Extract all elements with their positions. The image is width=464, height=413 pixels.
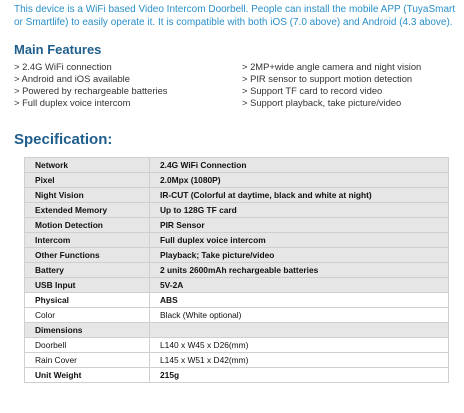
spec-key: Unit Weight: [25, 368, 150, 383]
specification-heading: Specification:: [14, 131, 113, 148]
main-features-heading: Main Features: [14, 42, 102, 57]
spec-value: 215g: [150, 368, 449, 383]
spec-value: Up to 128G TF card: [150, 203, 449, 218]
table-row: [25, 263, 449, 278]
table-row: [25, 353, 449, 368]
spec-key: Dimensions: [25, 323, 150, 338]
spec-key: USB Input: [25, 278, 150, 293]
spec-key: Other Functions: [25, 248, 150, 263]
feature-item: > Support TF card to record video: [242, 85, 383, 96]
spec-value: [150, 323, 449, 338]
feature-item: > PIR sensor to support motion detection: [242, 73, 413, 84]
features-left-column: [14, 61, 167, 109]
table-row: [25, 248, 449, 263]
spec-key: Motion Detection: [25, 218, 150, 233]
spec-value: 2 units 2600mAh rechargeable batteries: [150, 263, 449, 278]
spec-value: 5V-2A: [150, 278, 449, 293]
intro-line: This device is a WiFi based Video Intercom Doorbell. People can install the mobile APP (TuyaSmart: [14, 4, 456, 15]
feature-item: > Full duplex voice intercom: [14, 97, 131, 108]
spec-value: Black (White optional): [150, 308, 449, 323]
table-row: [25, 308, 449, 323]
feature-item: > Android and iOS available: [14, 73, 130, 84]
spec-key: Intercom: [25, 233, 150, 248]
spec-value: PIR Sensor: [150, 218, 449, 233]
spec-value: ABS: [150, 293, 449, 308]
intro-line: or Smartlife) to easily operate it. It is compatible with both iOS (7.0 above) and Android (4.3 above).: [14, 17, 453, 28]
spec-value: L145 x W51 x D42(mm): [150, 353, 449, 368]
spec-key: Physical: [25, 293, 150, 308]
table-row: [25, 203, 449, 218]
spec-value: L140 x W45 x D26(mm): [150, 338, 449, 353]
spec-key: Doorbell: [25, 338, 150, 353]
spec-value: IR-CUT (Colorful at daytime, black and white at night): [150, 188, 449, 203]
spec-value: Playback; Take picture/video: [150, 248, 449, 263]
spec-key: Color: [25, 308, 150, 323]
table-row: [25, 323, 449, 338]
table-row: [25, 293, 449, 308]
feature-item: > Support playback, take picture/video: [242, 97, 402, 108]
spec-value: 2.0Mpx (1080P): [150, 173, 449, 188]
features-right-column: [242, 61, 421, 109]
spec-key: Network: [25, 158, 150, 173]
specification-table: [24, 157, 449, 383]
spec-key: Battery: [25, 263, 150, 278]
spec-value: Full duplex voice intercom: [150, 233, 449, 248]
spec-value: 2.4G WiFi Connection: [150, 158, 449, 173]
table-row: [25, 368, 449, 383]
table-row: [25, 278, 449, 293]
table-row: [25, 338, 449, 353]
table-row: [25, 188, 449, 203]
table-row: [25, 218, 449, 233]
intro-paragraph: [14, 3, 454, 29]
table-row: [25, 233, 449, 248]
spec-key: Pixel: [25, 173, 150, 188]
spec-key: Extended Memory: [25, 203, 150, 218]
spec-key: Night Vision: [25, 188, 150, 203]
table-row: [25, 158, 449, 173]
feature-item: > 2MP+wide angle camera and night vision: [242, 61, 422, 72]
feature-item: > 2.4G WiFi connection: [14, 61, 112, 72]
feature-item: > Powered by rechargeable batteries: [14, 85, 168, 96]
table-row: [25, 173, 449, 188]
spec-key: Rain Cover: [25, 353, 150, 368]
